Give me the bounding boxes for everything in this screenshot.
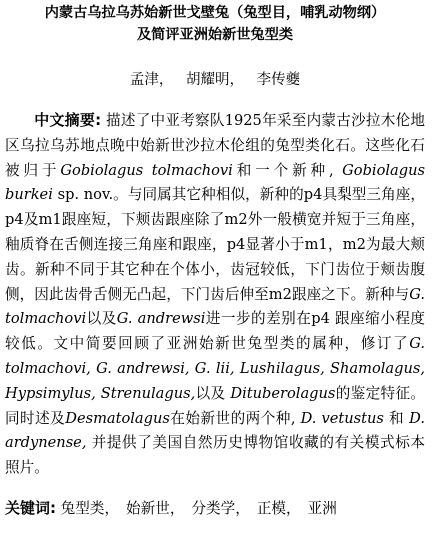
abstract-text: sp. nov.。与同属其它种相似，新种的p4具梨型三角座，p4及m1跟座短，下颊齿跟座除了m2外一般横宽并短于三角座，釉质脊在舌侧连接三角座和跟座，p4显著小于m1，m2为最大颊齿。新种不同于其它种在个体小，齿冠较低，下门齿位于颊齿腹侧，因此齿骨舌侧无凸起，下门齿后伸至m2跟座之下。新种与 [5, 186, 425, 303]
abstract-text: 并提供了美国自然历史博物馆收藏的有关模式标本照片。 [5, 434, 425, 477]
author-name: 孟津， [129, 72, 174, 88]
keyword: 正模， [256, 499, 301, 517]
abstract-text: 进一步的差别在p4 跟座缩小程度较低。文中简要回顾了亚洲始新世兔型类的属种，修订了 [5, 310, 425, 353]
keyword: 兔型类， [60, 499, 120, 517]
keyword: 亚洲 [307, 499, 337, 517]
title-line-1: 内蒙古乌拉乌苏始新世戈壁兔（兔型目，哺乳动物纲） [44, 5, 386, 21]
keyword: 始新世， [126, 499, 185, 517]
abstract-text: 和 [383, 409, 410, 427]
keywords-label: 关键词: [5, 498, 57, 517]
species-name: Gobiolagus burkei [5, 161, 425, 204]
abstract-label: 中文摘要: [34, 111, 102, 129]
paper-title [5, 0, 425, 46]
keywords-section [5, 497, 425, 520]
species-name: Gobiolagus tolmachovi [60, 161, 233, 179]
author-name: 李传夔 [256, 72, 301, 88]
species-name: D. ardynense, [5, 409, 425, 452]
title-line-2: 及简评亚洲始新世兔型类 [136, 27, 294, 43]
taxon-list: G. tolmachovi, G. andrewsi, G. lii, Lushilagus, Shamolagus, Hypsimylus, Strenulagus, [5, 335, 425, 402]
genus-name: Desmatolagus [65, 409, 170, 427]
genus-name: Dituberolagus [230, 384, 336, 402]
abstract-text: 描述了中亚考察队1925年采至内蒙古沙拉木伦地区乌拉乌苏地点晚中始新世沙拉木伦组的兔型类化石。这些化石被归于 [5, 112, 425, 179]
species-name: G. tolmachovi [5, 285, 425, 328]
species-name: D. vetustus [300, 409, 384, 427]
keyword: 分类学， [191, 499, 250, 517]
species-name: G. andrewsi [116, 310, 206, 328]
abstract-text: 以及 [86, 310, 117, 328]
abstract-text: 和一个新种, [232, 161, 343, 179]
author-name: 胡耀明， [186, 72, 244, 88]
abstract-text: 在始新世的两个种, [169, 409, 301, 427]
abstract-paragraph [5, 108, 425, 481]
abstract-text: 以及 [195, 384, 231, 402]
author-list [5, 70, 425, 90]
abstract-text: 的鉴定特征。同时述及 [5, 384, 425, 427]
